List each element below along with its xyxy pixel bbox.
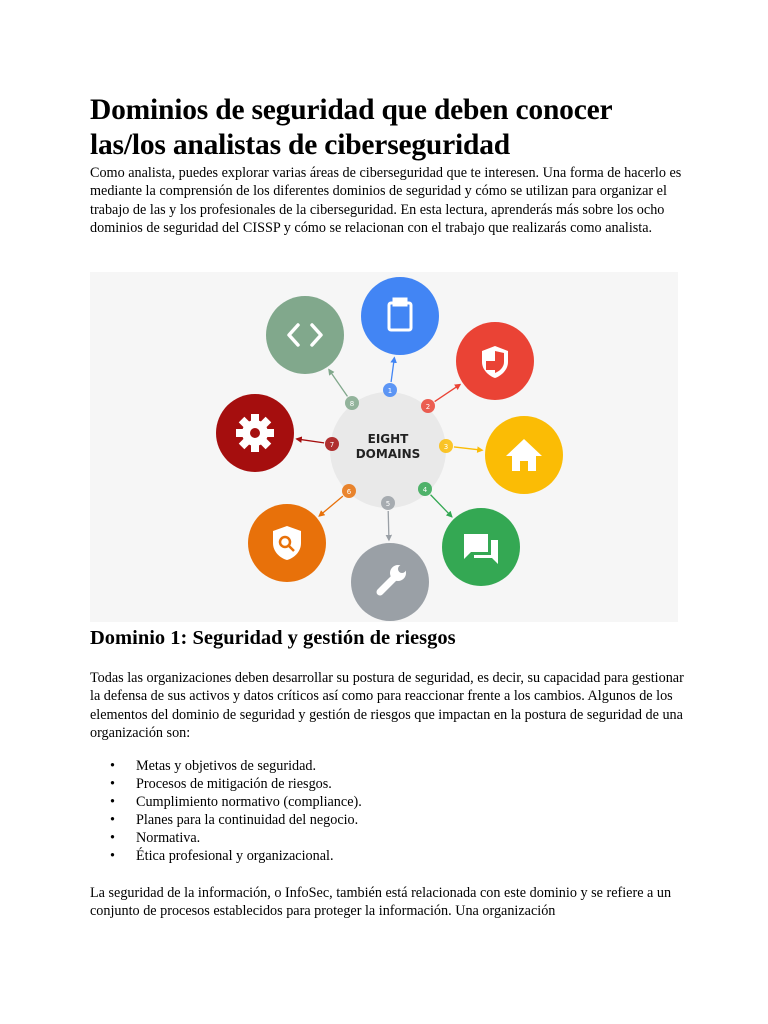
list-item: • Normativa. — [136, 830, 362, 848]
domain-8-arrow — [329, 370, 348, 397]
domain-8-number: 8 — [349, 400, 355, 408]
center-label-line2: DOMAINS — [355, 447, 421, 461]
list-item: • Cumplimiento normativo (compliance). — [136, 794, 362, 812]
eight-domains-diagram — [90, 272, 678, 622]
domain-6-number: 6 — [346, 488, 352, 496]
domain-2-number: 2 — [425, 403, 431, 411]
diagram-svg — [90, 272, 678, 622]
domain-4-number: 4 — [422, 486, 428, 494]
list-item: • Ética profesional y organizacional. — [136, 848, 362, 866]
section-paragraph: Todas las organizaciones deben desarrollar su postura de seguridad, es decir, su capacidad para gestionar la defensa de sus activos y datos críticos así como para reaccionar frente a los cambios. Algunos de los elementos del dominio de seguridad y gestión de riesgos que impactan en la postura de seguridad de una organización son: — [90, 670, 684, 742]
bullet-list — [90, 758, 362, 865]
domain-3-number: 3 — [443, 443, 449, 451]
infosec-paragraph: La seguridad de la información, o InfoSec, también está relacionada con este dominio y se refiere a un conjunto de procesos establecidos para proteger la información. Una organización — [90, 885, 672, 920]
domain-8-circle — [266, 296, 344, 374]
domain-4-arrow — [431, 495, 452, 517]
list-item: • Planes para la continuidad del negocio. — [136, 812, 362, 830]
domain-5-number: 5 — [385, 500, 391, 508]
gear-icon — [236, 414, 274, 452]
domain-5-arrow — [388, 511, 389, 540]
page-title: Dominios de seguridad que deben conocer las/los analistas de ciberseguridad — [90, 94, 612, 161]
intro-paragraph: Como analista, puedes explorar varias áreas de ciberseguridad que te interesen. Una forma de hacerlo es mediante la comprensión de los diferentes dominios de seguridad y cómo se utilizan para organizar el trabajo de las y los profesionales de la ciberseguridad. En esta lectura, aprenderás más sobre los ocho dominios de seguridad del CISSP y cómo se relacionan con el trabajo que realizarás como analista. — [90, 165, 682, 237]
list-item: • Procesos de mitigación de riesgos. — [136, 776, 362, 794]
domain-2-arrow — [435, 384, 460, 401]
domain-1-arrow — [391, 358, 394, 382]
domain-1-number: 1 — [387, 387, 393, 395]
center-label-line1: EIGHT — [367, 432, 409, 446]
section-heading: Dominio 1: Seguridad y gestión de riesgos — [90, 627, 456, 649]
domain-7-number: 7 — [329, 441, 335, 449]
domain-1-circle — [361, 277, 439, 355]
domain-7-arrow — [297, 439, 325, 443]
domain-6-arrow — [319, 496, 343, 516]
list-item: • Metas y objetivos de seguridad. — [136, 758, 362, 776]
domain-3-arrow — [454, 447, 482, 450]
